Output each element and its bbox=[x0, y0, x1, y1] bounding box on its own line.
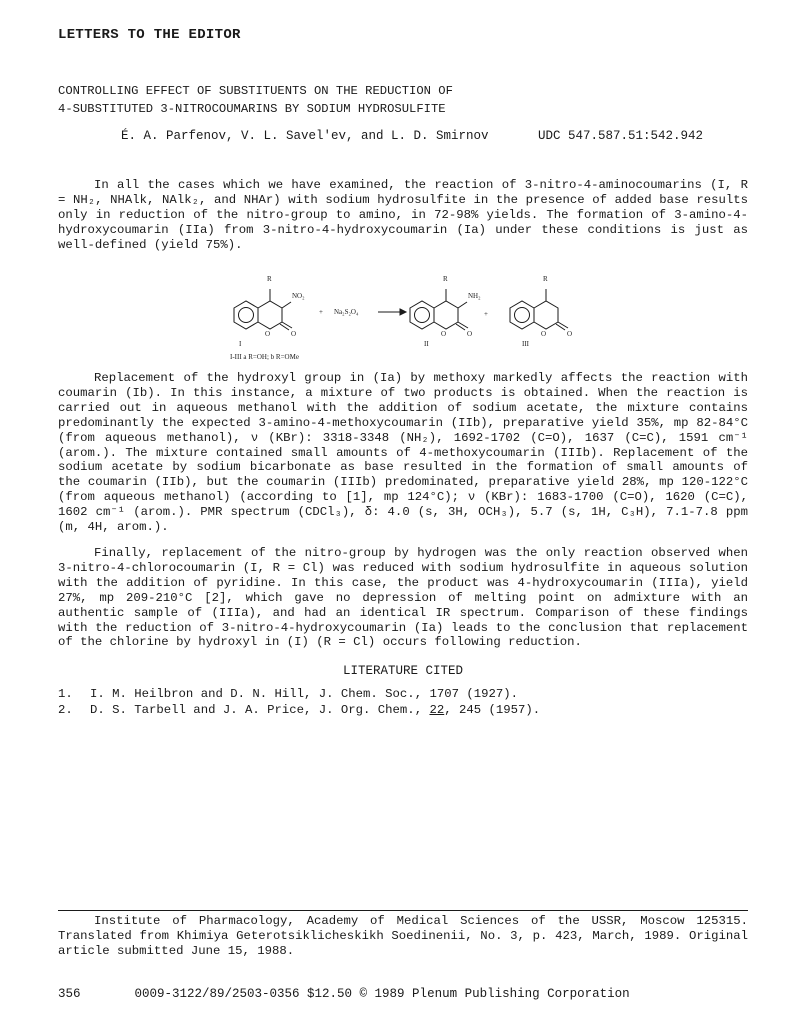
compound-label-II: II bbox=[424, 340, 429, 348]
paragraph-text: Finally, replacement of the nitro-group by hydrogen was the only reaction observed when 3-nitro-4-chlorocoumarin (I, R = Cl) was reduced with sodium hydrosulfite in aqueous solution with the addition of pyridine. In this case, the product was 4-hydroxycoumarin (IIIa), yield 27%, mp 209-210°C [2], which gave no depression of melting point on admixture with an authentic sample of (IIIa), and had an identical IR spectrum. Comparison of these findings with the reduction of 3-nitro-4-hydroxycoumarin (Ia) leads to the conclusion that replacement of the chlorine by hydroxyl in (I) (R = Cl) occurs following reduction. bbox=[58, 546, 748, 650]
page-number: 356 bbox=[58, 987, 81, 1001]
udc-code: UDC 547.587.51:542.942 bbox=[538, 129, 704, 143]
reagent-label: Na₂S₂O₄ bbox=[334, 308, 359, 316]
paragraph-text: In all the cases which we have examined, the reaction of 3-nitro-4-aminocoumarins (I, R = NH₂, NHAlk, NAlk₂, and NHAr) with sodium hydrosulfite in the presence of added base results only in reduction of the nitro-group to amino, in 72-98% yields. The formation of 3-amino-4-hydroxycoumarin (IIa) from 3-nitro-4-hydroxycoumarin (Ia) under these conditions is just as well-defined (yield 75%). bbox=[58, 178, 748, 252]
reference-item bbox=[58, 686, 540, 702]
page-footer bbox=[58, 987, 630, 1001]
footnote-text: Institute of Pharmacology, Academy of Medical Sciences of the USSR, Moscow 125315. Translated from Khimiya Geterotsiklicheskikh Soedinenii, No. 3, p. 423, March, 1989. Original article submitted June 15, 1988. bbox=[58, 914, 748, 958]
compound-I-structure bbox=[234, 289, 292, 330]
reference-item bbox=[58, 702, 540, 718]
reference-number: 1. bbox=[58, 687, 73, 701]
r-label: R bbox=[443, 275, 448, 283]
literature-heading: LITERATURE CITED bbox=[342, 664, 464, 678]
authors: É. A. Parfenov, V. L. Savel'ev, and L. D. Smirnov bbox=[121, 129, 489, 143]
reference-list bbox=[58, 686, 540, 718]
reference-text-part: , 245 (1957). bbox=[444, 703, 541, 717]
nh2-label: NH₂ bbox=[468, 292, 481, 300]
article-title bbox=[58, 82, 453, 118]
compound-III-structure bbox=[510, 289, 568, 330]
title-line: 4-SUBSTITUTED 3-NITROCOUMARINS BY SODIUM HYDROSULFITE bbox=[58, 102, 446, 116]
compound-label-I: I bbox=[239, 340, 242, 348]
reference-volume: 22 bbox=[429, 703, 445, 717]
reaction-scheme bbox=[222, 270, 582, 365]
r-label: R bbox=[543, 275, 548, 283]
copyright-line: 0009-3122/89/2503-0356 $12.50 © 1989 Plenum Publishing Corporation bbox=[134, 987, 630, 1001]
paragraph-2 bbox=[58, 371, 748, 535]
no2-label: NO₂ bbox=[292, 292, 305, 300]
ring-oxygen-label: O bbox=[541, 330, 547, 338]
plus-sign: + bbox=[484, 310, 488, 318]
reference-number: 2. bbox=[58, 703, 73, 717]
ring-oxygen-label: O bbox=[441, 330, 447, 338]
scheme-caption: I-III a R=OH; b R=OMe bbox=[230, 353, 299, 361]
reference-text: I. M. Heilbron and D. N. Hill, J. Chem. Soc., 1707 (1927). bbox=[90, 687, 519, 701]
carbonyl-oxygen-label: O bbox=[467, 330, 473, 338]
carbonyl-oxygen-label: O bbox=[567, 330, 573, 338]
plus-sign: + bbox=[319, 308, 323, 316]
footer-divider bbox=[58, 910, 748, 911]
paragraph-1 bbox=[58, 178, 748, 253]
compound-II-structure bbox=[410, 289, 468, 330]
footnote bbox=[58, 914, 748, 959]
compound-label-III: III bbox=[522, 340, 529, 348]
section-header: LETTERS TO THE EDITOR bbox=[58, 27, 241, 43]
r-label: R bbox=[267, 275, 272, 283]
paragraph-text: Replacement of the hydroxyl group in (Ia) by methoxy markedly affects the reaction with coumarin (Ib). In this instance, a mixture of two products is obtained. When the reaction is carried out in aqueous methanol with the addition of sodium acetate, the mixture contains predominantly the expected 3-amino-4-methoxycoumarin (IIb), preparative yield 35%, mp 82-84°C (from aqueous methanol), ν (KBr): 3318-3348 (NH₂), 1692-1702 (C=O), 1637 (C=C), 1591 cm⁻¹ (arom.). The mixture contained small amounts of 4-methoxycoumarin (IIIb). Replacement of the sodium acetate by sodium bicarbonate as base resulted in the formation of small amounts of the coumarin (IIb), but the coumarin (IIIb) predominated, preparative yield 28%, mp 120-122°C (from aqueous methanol) (according to [1], mp 124°C); ν (KBr): 1683-1700 (C=O), 1620 (C=C), 1602 cm⁻¹ (arom.). PMR spectrum (CDCl₃), δ: 4.0 (s, 3H, OCH₃), 5.7 (s, 1H, C₃H), 7.1-7.8 ppm (m, 4H, arom.). bbox=[58, 371, 748, 535]
paragraph-3 bbox=[58, 546, 748, 650]
reference-text bbox=[90, 702, 540, 718]
reference-text-part: D. S. Tarbell and J. A. Price, J. Org. Chem., bbox=[90, 703, 430, 717]
ring-oxygen-label: O bbox=[265, 330, 271, 338]
title-line: CONTROLLING EFFECT OF SUBSTITUENTS ON THE REDUCTION OF bbox=[58, 84, 453, 98]
carbonyl-oxygen-label: O bbox=[291, 330, 297, 338]
